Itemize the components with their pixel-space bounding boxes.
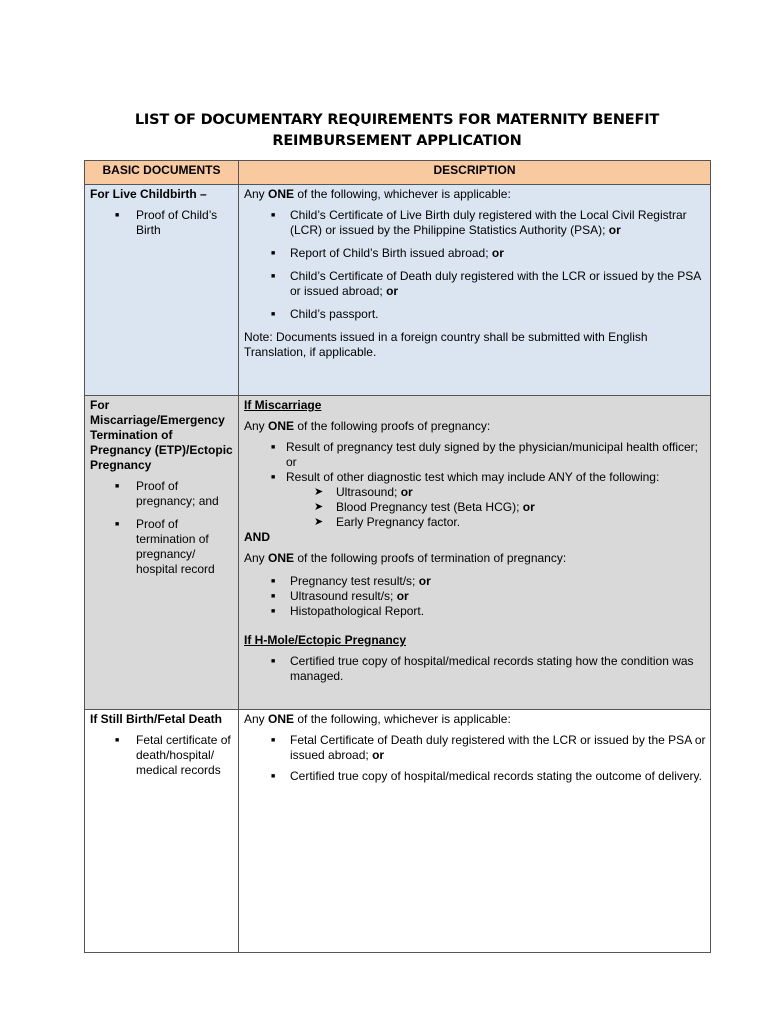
document-list: [90, 733, 234, 778]
section-heading: If H-Mole/Ectopic Pregnancy: [244, 633, 407, 647]
requirement-list: [244, 733, 706, 784]
list-item: ■ Proof of Child’s Birth: [90, 208, 234, 238]
list-item: ■ Fetal certificate of death/hospital/ medical records: [90, 733, 234, 778]
intro-text: Any ONE of the following proofs of pregnancy:: [244, 419, 491, 433]
table-row: [85, 396, 711, 710]
list-item: ■ Child’s Certificate of Death duly registered with the LCR or issued by the PSA or issued abroad; or: [244, 269, 706, 299]
sub-list-item: ➤ Blood Pregnancy test (Beta HCG); or: [244, 500, 706, 515]
intro-text: Any ONE of the following, whichever is applicable:: [244, 712, 511, 726]
section-heading: If Miscarriage: [244, 398, 322, 412]
sub-list-item: ➤ Early Pregnancy factor.: [244, 515, 706, 530]
sub-list-item: ➤ Ultrasound; or: [244, 485, 706, 500]
intro-text: Any ONE of the following proofs of termination of pregnancy:: [244, 551, 567, 565]
description-cell: [239, 710, 711, 953]
list-item: ■ Proof of pregnancy; and: [90, 479, 234, 509]
list-item: ■ Child’s Certificate of Live Birth duly registered with the Local Civil Registrar (LCR) or issued by the Philippine Statistics Authority (PSA); or: [244, 208, 706, 238]
list-item: ■ Proof of termination of pregnancy/ hospital record: [90, 517, 234, 577]
list-item: ■ Child’s passport.: [244, 307, 706, 322]
description-cell: [239, 185, 711, 396]
list-item: ■ Report of Child’s Birth issued abroad; or: [244, 246, 706, 261]
basic-document-cell: [85, 710, 239, 953]
list-item: ■ Certified true copy of hospital/medical records stating how the condition was managed.: [244, 654, 706, 684]
list-item: ■ Result of other diagnostic test which may include ANY of the following:: [244, 470, 706, 485]
requirement-list: [244, 208, 706, 322]
table-row: [85, 710, 711, 953]
header-basic-documents: BASIC DOCUMENTS: [85, 161, 239, 185]
sub-list: [244, 485, 706, 530]
note-text: Note: Documents issued in a foreign country shall be submitted with English Translation, if applicable.: [244, 330, 648, 359]
and-label: AND: [244, 530, 270, 544]
title-line-1: LIST OF DOCUMENTARY REQUIREMENTS FOR MATERNITY BENEFIT: [134, 112, 660, 128]
list-item: ■ Histopathological Report.: [244, 604, 706, 619]
basic-document-cell: [85, 396, 239, 710]
category-label: If Still Birth/Fetal Death: [90, 712, 223, 726]
header-description: DESCRIPTION: [239, 161, 711, 185]
requirement-list: [244, 440, 706, 485]
intro-text: Any ONE of the following, whichever is applicable:: [244, 187, 511, 201]
list-item: ■ Certified true copy of hospital/medical records stating the outcome of delivery.: [244, 769, 706, 784]
document-list: [90, 208, 234, 238]
document-list: [90, 479, 234, 577]
category-label: For Miscarriage/Emergency Termination of Pregnancy (ETP)/Ectopic Pregnancy: [90, 398, 233, 472]
list-item: ■ Result of pregnancy test duly signed by the physician/municipal health officer; or: [244, 440, 706, 470]
table-row: [85, 185, 711, 396]
title-line-2: REIMBURSEMENT APPLICATION: [272, 133, 522, 149]
list-item: ■ Pregnancy test result/s; or: [244, 574, 706, 589]
requirement-list: [244, 574, 706, 619]
requirements-table: [84, 160, 711, 953]
requirement-list: [244, 654, 706, 684]
list-item: ■ Fetal Certificate of Death duly registered with the LCR or issued by the PSA or issued abroad; or: [244, 733, 706, 763]
list-item: ■ Ultrasound result/s; or: [244, 589, 706, 604]
description-cell: [239, 396, 711, 710]
basic-document-cell: [85, 185, 239, 396]
category-label: For Live Childbirth –: [90, 187, 207, 201]
document-title: [84, 110, 710, 152]
header-row: [85, 161, 711, 185]
